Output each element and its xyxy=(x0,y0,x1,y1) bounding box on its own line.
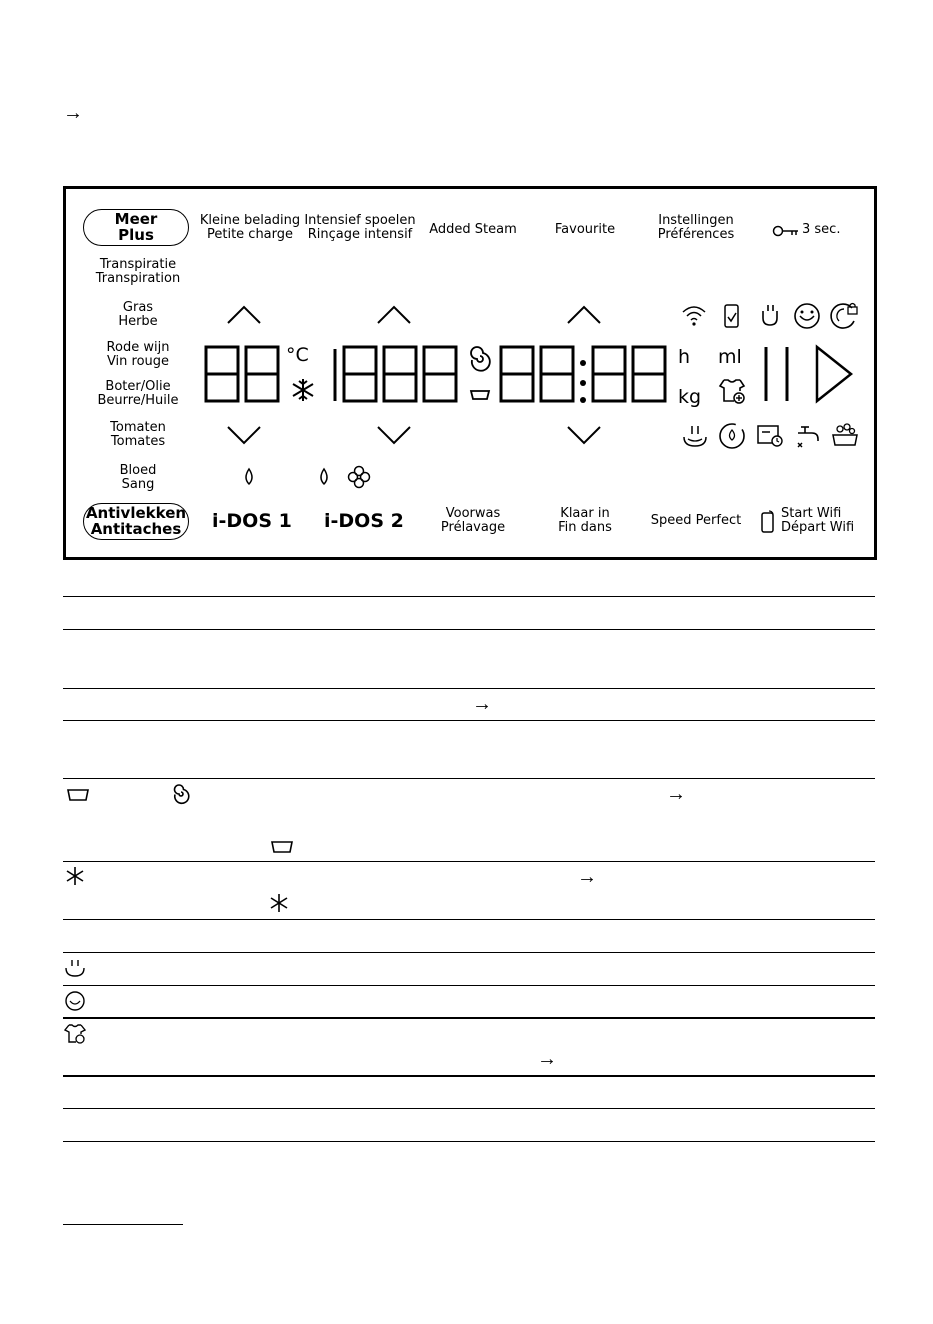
prewash-tub-icon xyxy=(269,839,295,855)
footnote-rule xyxy=(63,1224,183,1225)
temperature-digits-display xyxy=(204,345,284,403)
start-wifi-button[interactable] xyxy=(759,507,859,539)
stain-bloed[interactable] xyxy=(78,464,198,492)
stain-gras[interactable] xyxy=(78,301,198,329)
option-klaar-in[interactable] xyxy=(525,507,645,535)
tub-foam-icon xyxy=(830,421,860,449)
table-rule xyxy=(63,952,875,953)
stain-transpiratie[interactable] xyxy=(78,258,198,286)
steam-icon xyxy=(681,423,709,449)
stain-label-nl: Tomaten xyxy=(110,420,166,435)
option-label-fr: Rinçage intensif xyxy=(307,227,413,242)
antivlekken-label-2: Antitaches xyxy=(90,520,182,538)
stain-rode-wijn[interactable] xyxy=(78,341,198,369)
option-added-steam[interactable] xyxy=(413,223,533,237)
option-label: Favourite xyxy=(554,222,616,237)
idos1-button[interactable]: i-DOS 1 xyxy=(212,510,292,532)
drum-drop-icon xyxy=(718,421,746,449)
option-label-fr: Préférences xyxy=(657,227,735,242)
stain-label-nl: Gras xyxy=(122,300,154,315)
phone-icon xyxy=(761,510,775,534)
option-label-fr: Prélavage xyxy=(440,520,506,535)
table-rule xyxy=(63,596,875,597)
ml-unit: ml xyxy=(718,346,742,368)
stain-label-fr: Sang xyxy=(121,477,155,492)
water-tap-icon xyxy=(794,421,822,449)
option-voorwas[interactable] xyxy=(413,507,533,535)
meer-plus-button[interactable] xyxy=(83,209,189,246)
prewash-tub-icon xyxy=(65,787,91,803)
time-digits-display xyxy=(499,345,669,403)
option-label-nl: Kleine belading xyxy=(199,213,301,228)
antivlekken-label-1: Antivlekken xyxy=(85,504,187,522)
stain-label-nl: Bloed xyxy=(119,463,157,478)
stain-label-fr: Transpiration xyxy=(95,271,181,286)
child-lock-label: 3 sec. xyxy=(802,222,841,237)
drop-icon xyxy=(241,467,257,487)
door-lock-icon xyxy=(830,301,860,331)
option-kleine-belading[interactable] xyxy=(190,214,310,242)
temperature-unit: °C xyxy=(286,344,309,366)
table-rule xyxy=(63,919,875,920)
stain-label-fr: Herbe xyxy=(118,314,158,329)
time-up-arrow-icon[interactable] xyxy=(566,305,602,325)
option-label-nl: Voorwas xyxy=(445,506,501,521)
option-label-nl: Klaar in xyxy=(560,506,610,521)
table-rule xyxy=(63,1108,875,1109)
snowflake-icon xyxy=(290,377,316,403)
spin-digits-display xyxy=(332,345,462,403)
shirt-plus-icon xyxy=(64,1023,86,1045)
option-favourite[interactable] xyxy=(525,223,645,237)
option-speed-perfect[interactable] xyxy=(636,514,756,528)
stain-label-fr: Vin rouge xyxy=(106,354,170,369)
arrow-glyph: → xyxy=(537,1048,557,1070)
plug-icon xyxy=(758,301,782,329)
wifi-icon xyxy=(681,303,707,327)
snowflake-icon xyxy=(269,893,289,913)
option-label: Speed Perfect xyxy=(650,513,742,528)
time-down-arrow-icon[interactable] xyxy=(566,425,602,445)
steam-icon xyxy=(64,958,86,978)
pause-icon[interactable] xyxy=(762,345,792,403)
spin-icon xyxy=(171,783,191,803)
table-rule xyxy=(63,720,875,721)
shirt-plus-icon xyxy=(718,377,746,405)
table-rule xyxy=(63,985,875,986)
table-rule xyxy=(63,778,875,779)
stain-boter-olie[interactable] xyxy=(78,380,198,408)
wifi-label-nl: Start Wifi xyxy=(781,506,842,521)
control-panel-diagram xyxy=(63,186,877,560)
arrow-glyph: → xyxy=(577,866,597,888)
kg-unit: kg xyxy=(678,386,702,408)
spin-up-arrow-icon[interactable] xyxy=(376,305,412,325)
option-label: Added Steam xyxy=(429,222,517,237)
drum-clean-icon xyxy=(64,990,86,1012)
idos2-button[interactable]: i-DOS 2 xyxy=(324,510,404,532)
table-rule xyxy=(63,861,875,862)
arrow-glyph: → xyxy=(472,693,492,715)
table-rule xyxy=(63,629,875,630)
arrow-glyph: → xyxy=(666,783,686,805)
option-instellingen[interactable] xyxy=(636,214,756,242)
start-icon[interactable] xyxy=(814,345,854,403)
stain-label-fr: Tomates xyxy=(110,434,166,449)
table-rule xyxy=(63,688,875,689)
antivlekken-button[interactable] xyxy=(83,503,189,540)
key-icon xyxy=(772,224,800,238)
drum-clean-icon xyxy=(793,302,821,330)
meer-plus-label-2: Plus xyxy=(118,226,154,244)
meer-plus-label-1: Meer xyxy=(114,210,158,228)
stain-label-fr: Beurre/Huile xyxy=(97,393,179,408)
table-rule xyxy=(63,1017,875,1019)
stain-label-nl: Rode wijn xyxy=(106,340,170,355)
child-lock-button[interactable] xyxy=(772,222,852,240)
softener-flower-icon xyxy=(347,465,371,489)
stain-label-nl: Transpiratie xyxy=(99,257,177,272)
table-rule xyxy=(63,1075,875,1077)
option-label-fr: Petite charge xyxy=(206,227,294,242)
remote-phone-icon xyxy=(722,301,744,329)
drop-icon xyxy=(316,467,332,487)
option-label-nl: Instellingen xyxy=(658,213,734,228)
option-intensief-spoelen[interactable] xyxy=(300,214,420,242)
snowflake-icon xyxy=(65,866,85,886)
temperature-down-arrow-icon[interactable] xyxy=(226,425,262,445)
option-label-fr: Fin dans xyxy=(558,520,612,535)
stain-label-nl: Boter/Olie xyxy=(105,379,171,394)
spin-rinse-icons xyxy=(467,345,493,401)
temperature-up-arrow-icon[interactable] xyxy=(226,305,262,325)
dispenser-timer-icon xyxy=(756,423,784,449)
option-label-nl: Intensief spoelen xyxy=(304,213,416,228)
table-rule xyxy=(63,1141,875,1142)
arrow-glyph: → xyxy=(63,102,83,124)
spin-down-arrow-icon[interactable] xyxy=(376,425,412,445)
wifi-label-fr: Départ Wifi xyxy=(781,520,855,535)
hours-unit: h xyxy=(678,346,691,368)
stain-tomaten[interactable] xyxy=(78,421,198,449)
